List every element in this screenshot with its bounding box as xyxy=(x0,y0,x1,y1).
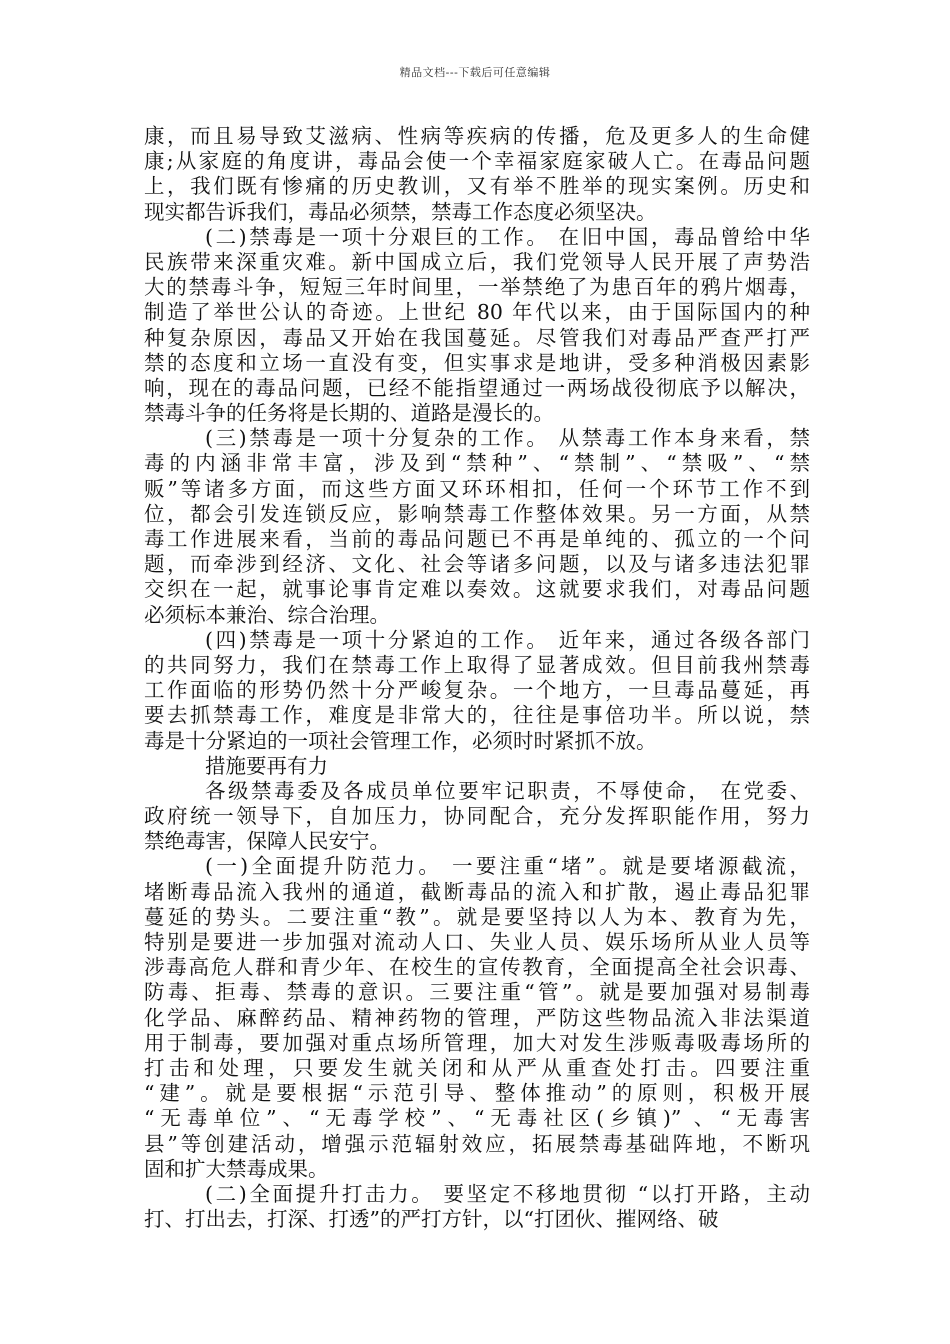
text-line: 种复杂原因，毒品又开始在我国蔓延。尽管我们对毒品严查严打严 xyxy=(144,325,810,350)
text-line: (二)全面提升打击力。 要坚定不移地贯彻 “以打开路，主动 xyxy=(205,1181,810,1206)
paragraph xyxy=(144,1182,810,1232)
paragraph xyxy=(144,225,810,427)
text-line: 化学品、麻醉药品、精神药物的管理，严防这些物品流入非法渠道 xyxy=(144,1005,810,1030)
text-line: 政府统一领导下，自加压力，协同配合，充分发挥职能作用，努力 xyxy=(144,804,810,829)
text-line: (四)禁毒是一项十分紧迫的工作。 近年来，通过各级各部门 xyxy=(205,627,810,652)
text-line: 要去抓禁毒工作，难度是非常大的，往往是事倍功半。所以说，禁 xyxy=(144,703,810,728)
text-line: 康;从家庭的角度讲，毒品会使一个幸福家庭家破人亡。在毒品问题 xyxy=(144,149,810,174)
text-line: “无毒单位”、“无毒学校”、“无毒社区(乡镇)” 、“无毒害 xyxy=(144,1106,810,1131)
text-line: (三)禁毒是一项十分复杂的工作。 从禁毒工作本身来看，禁 xyxy=(205,426,810,451)
text-line: 响，现在的毒品问题，已经不能指望通过一两场战役彻底予以解决， xyxy=(144,375,810,400)
text-line: 打击和处理，只要发生就关闭和从严从重查处打击。四要注重 xyxy=(144,1055,810,1080)
text-line: 禁毒斗争的任务将是长期的、道路是漫长的。 xyxy=(144,401,554,426)
page-header: 精品文档---下载后可任意编辑 xyxy=(399,66,551,79)
text-line: 工作面临的形势仍然十分严峻复杂。一个地方，一旦毒品蔓延，再 xyxy=(144,678,810,703)
text-line: 县”等创建活动，增强示范辐射效应，拓展禁毒基础阵地，不断巩 xyxy=(144,1131,810,1156)
text-line: 堵断毒品流入我州的通道，截断毒品的流入和扩散，遏止毒品犯罪 xyxy=(144,879,810,904)
text-line: 毒是十分紧迫的一项社会管理工作，必须时时紧抓不放。 xyxy=(144,728,657,753)
text-line: 制造了举世公认的奇迹。上世纪 80 年代以来，由于国际国内的种 xyxy=(144,300,810,325)
paragraph xyxy=(144,754,810,779)
text-line: 措施要再有力 xyxy=(205,753,328,778)
text-line: 的共同努力，我们在禁毒工作上取得了显著成效。但目前我州禁毒 xyxy=(144,652,810,677)
text-line: (一)全面提升防范力。 一要注重“堵”。就是要堵源截流， xyxy=(205,854,810,879)
text-line: 防毒、拒毒、禁毒的意识。三要注重“管”。就是要加强对易制毒 xyxy=(144,980,810,1005)
text-line: 涉毒高危人群和青少年、在校生的宣传教育，全面提高全社会识毒、 xyxy=(144,955,810,980)
text-line: “建”。就是要根据“示范引导、整体推动”的原则，积极开展 xyxy=(144,1081,810,1106)
text-line: 禁绝毒害，保障人民安宁。 xyxy=(144,829,390,854)
paragraph xyxy=(144,628,810,754)
paragraph xyxy=(144,854,810,1181)
text-line: 用于制毒，要加强对重点场所管理，加大对发生涉贩毒吸毒场所的 xyxy=(144,1030,810,1055)
text-line: 康，而且易导致艾滋病、性病等疾病的传播，危及更多人的生命健 xyxy=(144,124,810,148)
text-line: 位，都会引发连锁反应，影响禁毒工作整体效果。另一方面，从禁 xyxy=(144,501,810,526)
text-line: 固和扩大禁毒成果。 xyxy=(144,1156,329,1181)
text-line: 毒的内涵非常丰富，涉及到“禁种”、“禁制”、“禁吸”、“禁 xyxy=(144,451,810,476)
text-line: 蔓延的势头。二要注重“教”。就是要坚持以人为本、教育为先， xyxy=(144,904,810,929)
text-line: 上，我们既有惨痛的历史教训，又有举不胜举的现实案例。历史和 xyxy=(144,174,810,199)
text-line: 毒工作进展来看，当前的毒品问题已不再是单纯的、孤立的一个问 xyxy=(144,527,810,551)
text-line: 禁的态度和立场一直没有变，但实事求是地讲，受多种消极因素影 xyxy=(144,350,810,375)
paragraph xyxy=(144,779,810,855)
text-line: 打、打出去，打深、打透”的严打方针，以“打团伙、摧网络、破 xyxy=(144,1207,719,1232)
text-line: 必须标本兼治、综合治理。 xyxy=(144,602,390,627)
text-line: 贩”等诸多方面，而这些方面又环环相扣，任何一个环节工作不到 xyxy=(144,476,810,501)
text-line: 题，而牵涉到经济、文化、社会等诸多问题，以及与诸多违法犯罪 xyxy=(144,552,810,577)
text-line: 大的禁毒斗争，短短三年时间里，一举禁绝了为患百年的鸦片烟毒， xyxy=(144,275,810,300)
paragraph xyxy=(144,426,810,628)
text-line: 交织在一起，就事论事肯定难以奏效。这就要求我们，对毒品问题 xyxy=(144,577,810,602)
text-line: 民族带来深重灾难。新中国成立后，我们党领导人民开展了声势浩 xyxy=(144,249,810,274)
text-line: 各级禁毒委及各成员单位要牢记职责，不辱使命， 在党委、 xyxy=(205,778,810,803)
document-body xyxy=(144,124,810,1232)
text-line: 现实都告诉我们，毒品必须禁，禁毒工作态度必须坚决。 xyxy=(144,199,657,224)
paragraph xyxy=(144,124,810,225)
text-line: 特别是要进一步加强对流动人口、失业人员、娱乐场所从业人员等 xyxy=(144,930,810,954)
text-line: (二)禁毒是一项十分艰巨的工作。 在旧中国，毒品曾给中华 xyxy=(205,224,810,249)
